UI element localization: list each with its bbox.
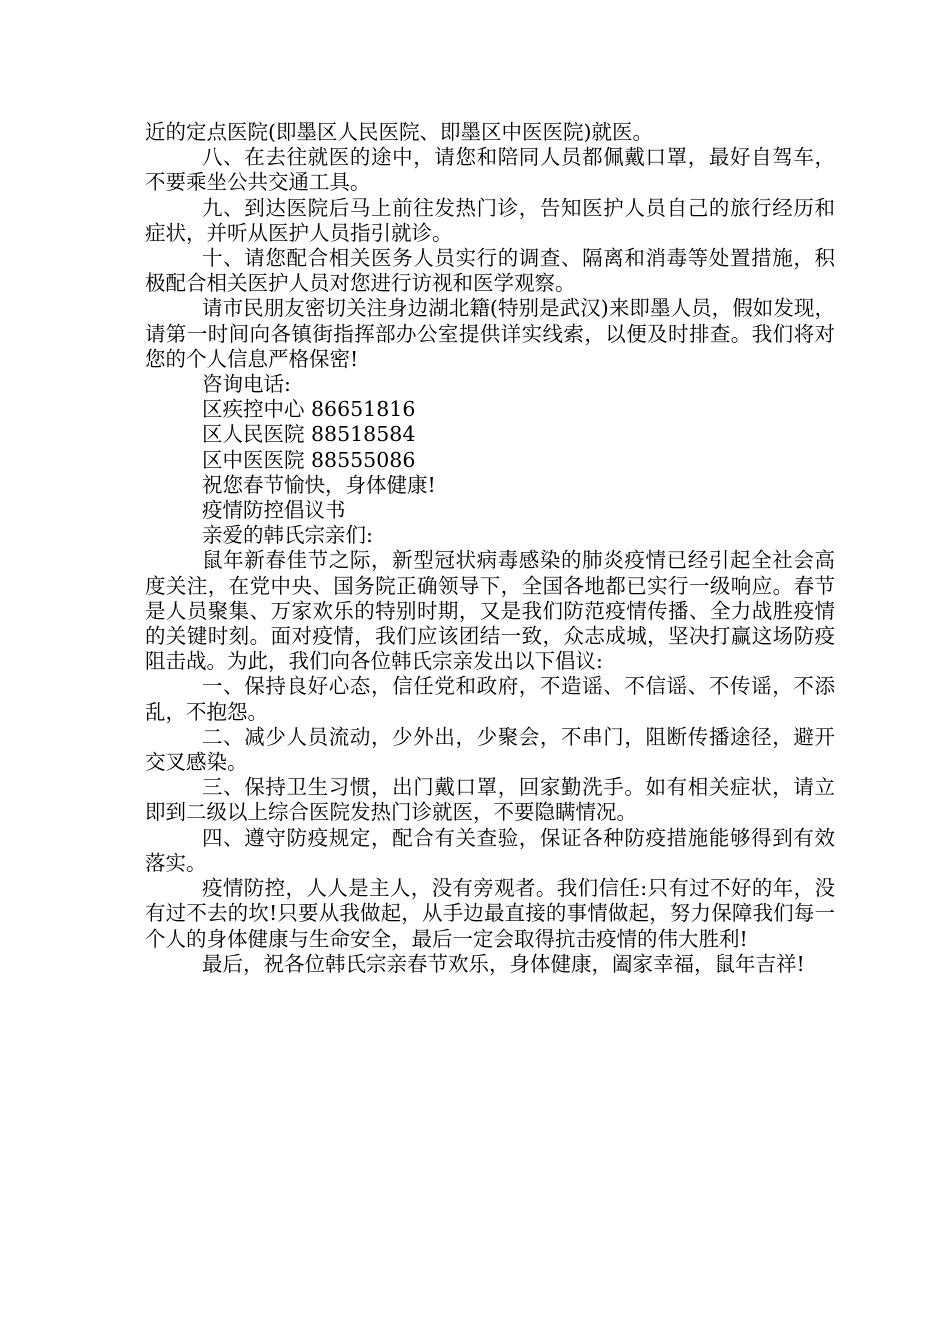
contact-line-tcm-hospital: 区中医医院 88555086 — [202, 447, 416, 472]
contact-closing: 祝您春节愉快，身体健康! — [202, 472, 436, 497]
letter-salutation: 亲爱的韩氏宗亲们: — [202, 523, 373, 548]
contact-heading: 咨询电话: — [202, 372, 291, 397]
letter-paragraph-conclusion: 疫情防控，人人是主人，没有旁观者。我们信任:只有过不好的年，没有过不去的坎!只要从我做起，从手边最直接的事情做起，努力保障我们每一个人的身体健康与生命安全，最后一定会取得抗击疫情的伟大胜利! — [145, 876, 835, 951]
paragraph-item-9: 九、到达医院后马上前往发热门诊，告知医护人员自己的旅行经历和症状，并听从医护人员指引就诊。 — [145, 195, 835, 245]
letter-paragraph-3: 三、保持卫生习惯，出门戴口罩，回家勤洗手。如有相关症状，请立即到二级以上综合医院发热门诊就医，不要隐瞒情况。 — [145, 775, 835, 825]
document-body — [145, 120, 835, 977]
contact-line-peoples-hospital: 区人民医院 88518584 — [202, 422, 416, 447]
letter-paragraph-4: 四、遵守防疫规定，配合有关查验，保证各种防疫措施能够得到有效落实。 — [145, 825, 835, 875]
letter-title: 疫情防控倡议书 — [202, 498, 346, 523]
letter-paragraph-2: 二、减少人员流动，少外出，少聚会，不串门，阻断传播途径，避开交叉感染。 — [145, 724, 835, 775]
letter-paragraph-intro: 鼠年新春佳节之际，新型冠状病毒感染的肺炎疫情已经引起全社会高度关注，在党中央、国务院正确领导下，全国各地都已实行一级响应。春节是人员聚集、万家欢乐的特别时期，又是我们防范疫情传播、全力战胜疫情的关键时刻。面对疫情，我们应该团结一致，众志成城，坚决打赢这场防疫阻击战。为此，我们向各位韩氏宗亲发出以下倡议: — [145, 548, 835, 674]
contact-line-cdc: 区疾控中心 86651816 — [202, 397, 416, 422]
letter-paragraph-1: 一、保持良好心态，信任党和政府，不造谣、不信谣、不传谣，不添乱，不抱怨。 — [145, 674, 835, 724]
letter-paragraph-wishes: 最后，祝各位韩氏宗亲春节欢乐，身体健康，阖家幸福，鼠年吉祥! — [202, 951, 805, 976]
paragraph-continuation: 近的定点医院(即墨区人民医院、即墨区中医医院)就医。 — [145, 120, 653, 144]
paragraph-public-notice: 请市民朋友密切关注身边湖北籍(特别是武汉)来即墨人员，假如发现，请第一时间向各镇街指挥部办公室提供详实线索，以便及时排查。我们将对您的个人信息严格保密! — [145, 296, 835, 371]
paragraph-item-10: 十、请您配合相关医务人员实行的调查、隔离和消毒等处置措施，积极配合相关医护人员对您进行访视和医学观察。 — [145, 246, 835, 296]
paragraph-item-8: 八、在去往就医的途中，请您和陪同人员都佩戴口罩，最好自驾车，不要乘坐公共交通工具。 — [145, 145, 835, 195]
